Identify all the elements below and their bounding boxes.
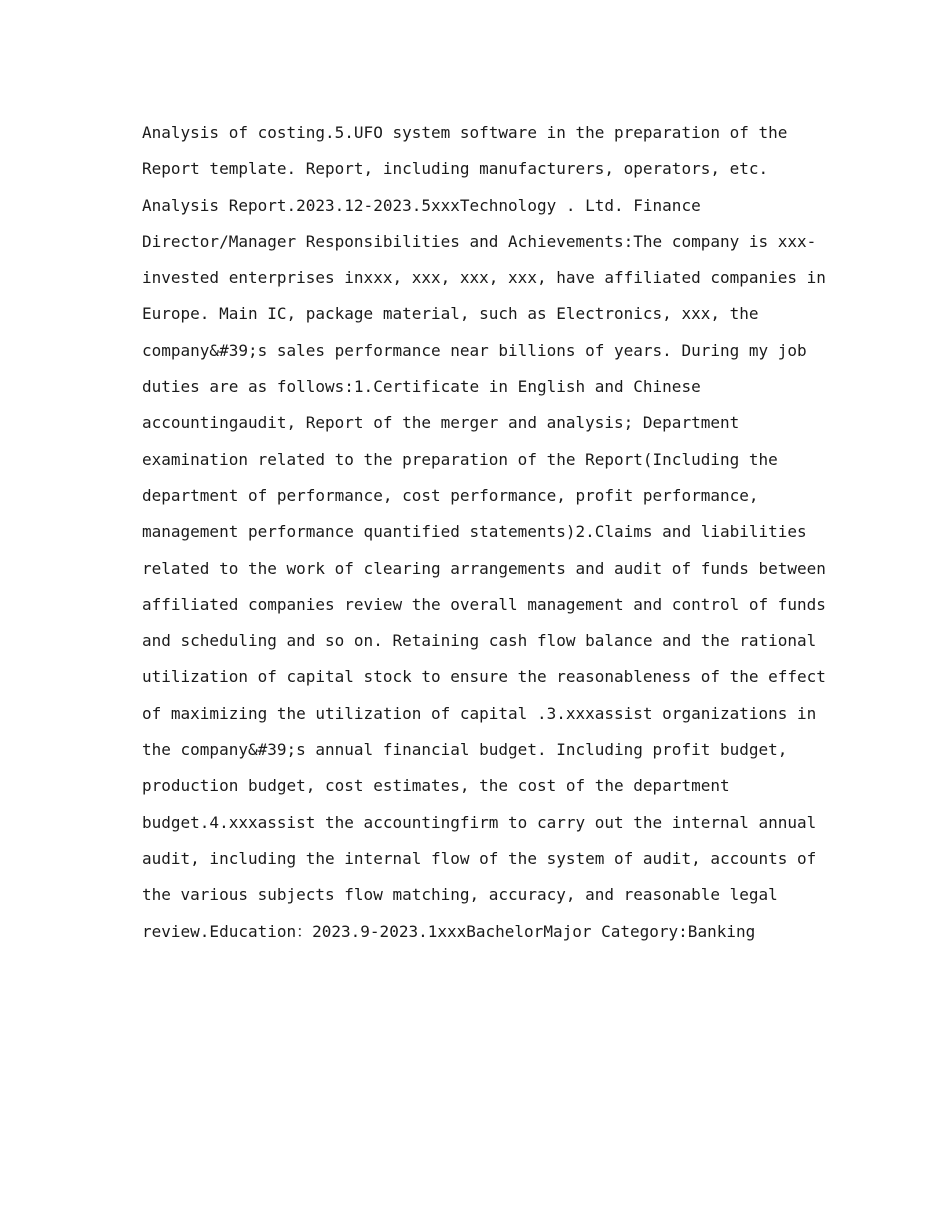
text-line-9: accountingaudit, Report of the merger and analysis; Department	[142, 413, 740, 433]
text-line-4: Director/Manager Responsibilities and Achievements:The company is xxx-	[142, 231, 817, 251]
text-line-17: of maximizing the utilization of capital .3.xxxassist organizations in	[142, 703, 817, 723]
text-line-6: Europe. Main IC, package material, such as Electronics, xxx, the	[142, 304, 759, 324]
text-line-18: the company&#39;s annual financial budget. Including profit budget,	[142, 740, 788, 760]
text-line-3: Analysis Report.2023.12-2023.5xxxTechnology . Ltd. Finance	[142, 195, 701, 215]
text-line-12: management performance quantified statements)2.Claims and liabilities	[142, 522, 807, 542]
text-line-5: invested enterprises inxxx, xxx, xxx, xxx, have affiliated companies in	[142, 268, 826, 288]
text-line-19: production budget, cost estimates, the cost of the department	[142, 776, 730, 796]
text-line-23: review.Education：2023.9-2023.1xxxBachelorMajor Category:Banking	[142, 921, 756, 941]
text-line-2: Report template. Report, including manufacturers, operators, etc.	[142, 159, 769, 179]
text-line-8: duties are as follows:1.Certificate in English and Chinese	[142, 377, 701, 397]
text-line-1: Analysis of costing.5.UFO system software in the preparation of the	[142, 123, 788, 142]
text-line-14: affiliated companies review the overall management and control of funds	[142, 594, 826, 614]
text-line-22: the various subjects flow matching, accuracy, and reasonable legal	[142, 885, 778, 905]
text-line-7: company&#39;s sales performance near billions of years. During my job	[142, 340, 807, 360]
text-line-10: examination related to the preparation of the Report(Including the	[142, 449, 778, 469]
text-line-11: department of performance, cost performance, profit performance,	[142, 485, 759, 505]
text-line-13: related to the work of clearing arrangements and audit of funds between	[142, 558, 826, 578]
text-line-16: utilization of capital stock to ensure the reasonableness of the effect	[142, 667, 826, 687]
text-line-15: and scheduling and so on. Retaining cash flow balance and the rational	[142, 631, 817, 651]
body-text	[142, 115, 826, 950]
text-line-20: budget.4.xxxassist the accountingfirm to carry out the internal annual	[142, 812, 817, 832]
text-line-21: audit, including the internal flow of the system of audit, accounts of	[142, 848, 817, 868]
